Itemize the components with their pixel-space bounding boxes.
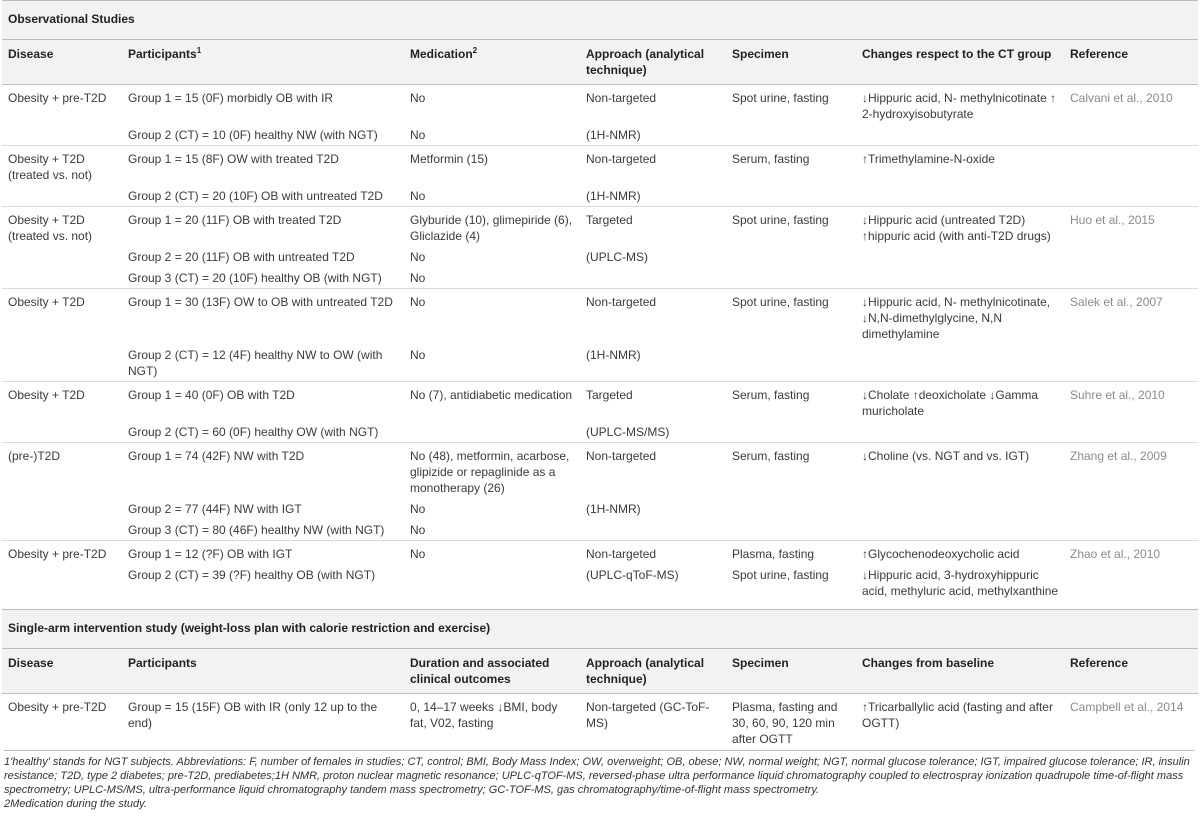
cell-approach: (UPLC-qToF-MS) <box>586 568 679 582</box>
header-approach: Approach (analytical technique) <box>580 649 726 694</box>
cell-disease <box>2 421 122 443</box>
cell-medication: No (7), antidiabetic medication <box>404 382 580 422</box>
cell-medication: No <box>410 250 426 264</box>
cell-approach <box>580 519 726 541</box>
cell-participants: Group 2 (CT) = 10 (0F) healthy NW (with NGT) <box>128 128 378 142</box>
cell-reference: Salek et al., 2007 <box>1064 289 1198 345</box>
cell-reference: Campbell et al., 2014 <box>1064 694 1198 750</box>
table-row <box>2 443 1198 499</box>
table-row <box>2 185 1198 207</box>
cell-specimen: Spot urine, fasting <box>726 85 856 125</box>
table-row <box>2 421 1198 443</box>
cell-disease <box>2 267 122 289</box>
cell-changes: ↓Hippuric acid (untreated T2D) ↑hippuric acid (with anti-T2D drugs) <box>856 207 1064 247</box>
cell-specimen: Plasma, fasting <box>726 541 856 565</box>
cell-reference: Suhre et al., 2010 <box>1064 382 1198 422</box>
cell-participants: Group 2 (CT) = 39 (?F) healthy OB (with NGT) <box>128 568 376 582</box>
cell-approach: Targeted <box>580 207 726 247</box>
cell-disease: Obesity + pre-T2D <box>2 541 122 565</box>
cell-participants: Group 2 = 20 (11F) OB with untreated T2D <box>128 250 355 264</box>
cell-specimen: Serum, fasting <box>726 382 856 422</box>
cell-medication: No <box>410 502 426 516</box>
cell-specimen <box>726 185 856 207</box>
header-specimen: Specimen <box>726 40 856 85</box>
observational-section-title <box>2 1 1198 40</box>
cell-approach: Targeted <box>580 382 726 422</box>
cell-specimen <box>726 498 856 519</box>
cell-specimen <box>726 267 856 289</box>
header-medication: Medication$^2$ <box>404 40 580 85</box>
cell-specimen <box>726 124 856 146</box>
table-row <box>2 344 1198 382</box>
header-specimen: Specimen <box>726 649 856 694</box>
cell-changes <box>856 519 1064 541</box>
cell-participants: Group = 15 (15F) OB with IR (only 12 up to the end) <box>122 694 404 750</box>
table-row <box>2 694 1198 750</box>
cell-changes <box>856 185 1064 207</box>
cell-reference <box>1064 344 1198 382</box>
cell-medication: Metformin (15) <box>404 146 580 186</box>
cell-reference <box>1064 564 1198 601</box>
cell-medication: No <box>404 289 580 345</box>
cell-reference: Zhao et al., 2010 <box>1064 541 1198 565</box>
cell-changes: ↑Trimethylamine-N-oxide <box>856 146 1064 186</box>
cell-medication: No <box>404 541 580 565</box>
cell-participants: Group 1 = 40 (0F) OB with T2D <box>122 382 404 422</box>
cell-disease: Obesity + T2D <box>2 382 122 422</box>
cell-disease: Obesity + T2D (treated vs. not) <box>2 207 122 247</box>
cell-changes: ↑Glycochenodeoxycholic acid <box>856 541 1064 565</box>
cell-reference <box>1064 267 1198 289</box>
header-participants: Participants <box>122 649 404 694</box>
cell-disease: Obesity + pre-T2D <box>2 85 122 125</box>
cell-reference <box>1064 185 1198 207</box>
table-row <box>2 382 1198 422</box>
cell-specimen: Serum, fasting <box>726 146 856 186</box>
cell-specimen: Spot urine, fasting <box>726 289 856 345</box>
cell-reference <box>1064 146 1198 186</box>
cell-specimen: Plasma, fasting and 30, 60, 90, 120 min after OGTT <box>726 694 856 750</box>
table-row <box>2 85 1198 125</box>
cell-disease <box>2 185 122 207</box>
header-approach: Approach (analytical technique) <box>580 40 726 85</box>
cell-participants: Group 2 (CT) = 60 (0F) healthy OW (with NGT) <box>128 425 379 439</box>
header-disease: Disease <box>2 649 122 694</box>
cell-approach: (UPLC-MS) <box>586 250 648 264</box>
cell-approach: Non-targeted <box>580 443 726 499</box>
cell-changes <box>856 498 1064 519</box>
table-row <box>2 146 1198 186</box>
cell-duration: 0, 14–17 weeks ↓BMI, body fat, V02, fasting <box>404 694 580 750</box>
cell-disease: Obesity + pre-T2D <box>2 694 122 750</box>
cell-changes <box>856 421 1064 443</box>
cell-disease <box>2 498 122 519</box>
cell-participants: Group 1 = 20 (11F) OB with treated T2D <box>122 207 404 247</box>
cell-approach: (UPLC-MS/MS) <box>586 425 670 439</box>
table-row <box>2 267 1198 289</box>
cell-approach: Non-targeted <box>580 541 726 565</box>
table-row <box>2 498 1198 519</box>
cell-participants: Group 3 (CT) = 20 (10F) healthy OB (with NGT) <box>128 271 382 285</box>
header-reference: Reference <box>1064 649 1198 694</box>
intervention-header-row <box>2 649 1198 694</box>
cell-medication <box>404 564 580 601</box>
table-row <box>2 564 1198 601</box>
cell-changes: ↓Hippuric acid, 3-hydroxyhippuric acid, methyluric acid, methylxanthine <box>862 568 1059 598</box>
cell-participants: Group 1 = 15 (8F) OW with treated T2D <box>122 146 404 186</box>
cell-participants: Group 2 (CT) = 20 (10F) OB with untreated T2D <box>128 189 383 203</box>
table-row <box>2 519 1198 541</box>
cell-approach: (1H-NMR) <box>586 189 641 203</box>
cell-medication: No <box>410 189 426 203</box>
observational-title: Observational Studies <box>2 1 1198 40</box>
cell-participants: Group 1 = 12 (?F) OB with IGT <box>122 541 404 565</box>
table-row <box>2 289 1198 345</box>
cell-medication <box>404 421 580 443</box>
cell-approach: (1H-NMR) <box>586 502 641 516</box>
cell-approach: Non-targeted <box>580 85 726 125</box>
footnote-2: 2Medication during the study. <box>4 798 147 810</box>
cell-approach: (1H-NMR) <box>586 128 641 142</box>
observational-header-row <box>2 40 1198 85</box>
cell-participants: Group 1 = 74 (42F) NW with T2D <box>122 443 404 499</box>
cell-specimen: Spot urine, fasting <box>726 207 856 247</box>
cell-participants: Group 1 = 30 (13F) OW to OB with untreated T2D <box>122 289 404 345</box>
cell-disease <box>2 564 122 601</box>
cell-medication: No <box>410 271 426 285</box>
cell-disease: (pre-)T2D <box>2 443 122 499</box>
cell-specimen <box>726 421 856 443</box>
intervention-title: Single-arm intervention study (weight-loss plan with calorie restriction and exercise) <box>2 610 1198 649</box>
cell-reference: Zhang et al., 2009 <box>1064 443 1198 499</box>
cell-medication: No <box>410 128 426 142</box>
header-disease: Disease <box>2 40 122 85</box>
cell-medication: No <box>410 348 426 362</box>
table-row <box>2 207 1198 247</box>
cell-reference <box>1064 246 1198 267</box>
intervention-section-title <box>2 610 1198 649</box>
cell-changes: ↓Cholate ↑deoxicholate ↓Gamma muricholate <box>856 382 1064 422</box>
footnote-1: 1'healthy' stands for NGT subjects. Abbreviations: F, number of females in studies; CT, control; BMI, Body Mass Index; OW, overweight; OB, obese; NW, normal weight; NGT, normal glucose tolerance; IGT, impaired glucose tolerance; IR, insulin resistance; T2D, type 2 diabetes; pre-T2D, prediabetes;1H NMR, proton nuclear magnetic resonance; UPLC-qTOF-MS, reversed-phase ultra performance liquid chromatography coupled to electrospray ionization quadrupole time-of-flight mass spectrometry; UPLC-MS/MS, ultra-performance liquid chromatography tandem mass spectrometry; GC-TOF-MS, gas chromatography/time-of-flight mass spectrometry. <box>4 756 1190 796</box>
cell-medication: No <box>410 523 426 537</box>
table-row <box>2 541 1198 565</box>
cell-reference <box>1064 421 1198 443</box>
cell-medication: No <box>404 85 580 125</box>
cell-changes <box>856 124 1064 146</box>
cell-disease <box>2 124 122 146</box>
cell-specimen <box>726 519 856 541</box>
table-row <box>2 124 1198 146</box>
footnotes <box>4 750 1194 811</box>
cell-specimen <box>726 344 856 382</box>
cell-changes: ↑Tricarballylic acid (fasting and after OGTT) <box>856 694 1064 750</box>
header-duration: Duration and associated clinical outcomes <box>404 649 580 694</box>
cell-reference: Huo et al., 2015 <box>1064 207 1198 247</box>
header-changes: Changes respect to the CT group <box>856 40 1064 85</box>
cell-changes: ↓Choline (vs. NGT and vs. IGT) <box>856 443 1064 499</box>
metabolomics-table <box>2 0 1198 749</box>
cell-reference <box>1064 519 1198 541</box>
cell-participants: Group 3 (CT) = 80 (46F) healthy NW (with NGT) <box>128 523 385 537</box>
cell-reference <box>1064 124 1198 146</box>
cell-specimen: Spot urine, fasting <box>732 568 829 582</box>
cell-medication: Glyburide (10), glimepiride (6), Gliclazide (4) <box>404 207 580 247</box>
cell-changes <box>856 344 1064 382</box>
cell-approach: (1H-NMR) <box>586 348 641 362</box>
cell-disease: Obesity + T2D (treated vs. not) <box>2 146 122 186</box>
cell-changes: ↓Hippuric acid, N- methylnicotinate, ↓N,N-dimethylglycine, N,N dimethylamine <box>856 289 1064 345</box>
cell-changes: ↓Hippuric acid, N- methylnicotinate ↑ 2-hydroxyisobutyrate <box>856 85 1064 125</box>
cell-medication: No (48), metformin, acarbose, glipizide or repaglinide as a monotherapy (26) <box>404 443 580 499</box>
header-reference: Reference <box>1064 40 1198 85</box>
cell-specimen <box>726 246 856 267</box>
table-row <box>2 246 1198 267</box>
cell-specimen: Serum, fasting <box>726 443 856 499</box>
header-participants: Participants$^1$ <box>122 40 404 85</box>
cell-participants: Group 2 (CT) = 12 (4F) healthy NW to OW (with NGT) <box>128 348 383 378</box>
cell-approach <box>580 267 726 289</box>
cell-participants: Group 1 = 15 (0F) morbidly OB with IR <box>122 85 404 125</box>
cell-reference <box>1064 498 1198 519</box>
cell-approach: Non-targeted <box>580 289 726 345</box>
cell-reference: Calvani et al., 2010 <box>1064 85 1198 125</box>
cell-disease <box>2 344 122 382</box>
cell-approach: Non-targeted (GC-ToF-MS) <box>580 694 726 750</box>
cell-participants: Group 2 = 77 (44F) NW with IGT <box>128 502 302 516</box>
cell-changes <box>856 246 1064 267</box>
cell-changes <box>856 267 1064 289</box>
cell-disease <box>2 519 122 541</box>
header-changes: Changes from baseline <box>856 649 1064 694</box>
cell-disease <box>2 246 122 267</box>
cell-approach: Non-targeted <box>580 146 726 186</box>
cell-disease: Obesity + T2D <box>2 289 122 345</box>
